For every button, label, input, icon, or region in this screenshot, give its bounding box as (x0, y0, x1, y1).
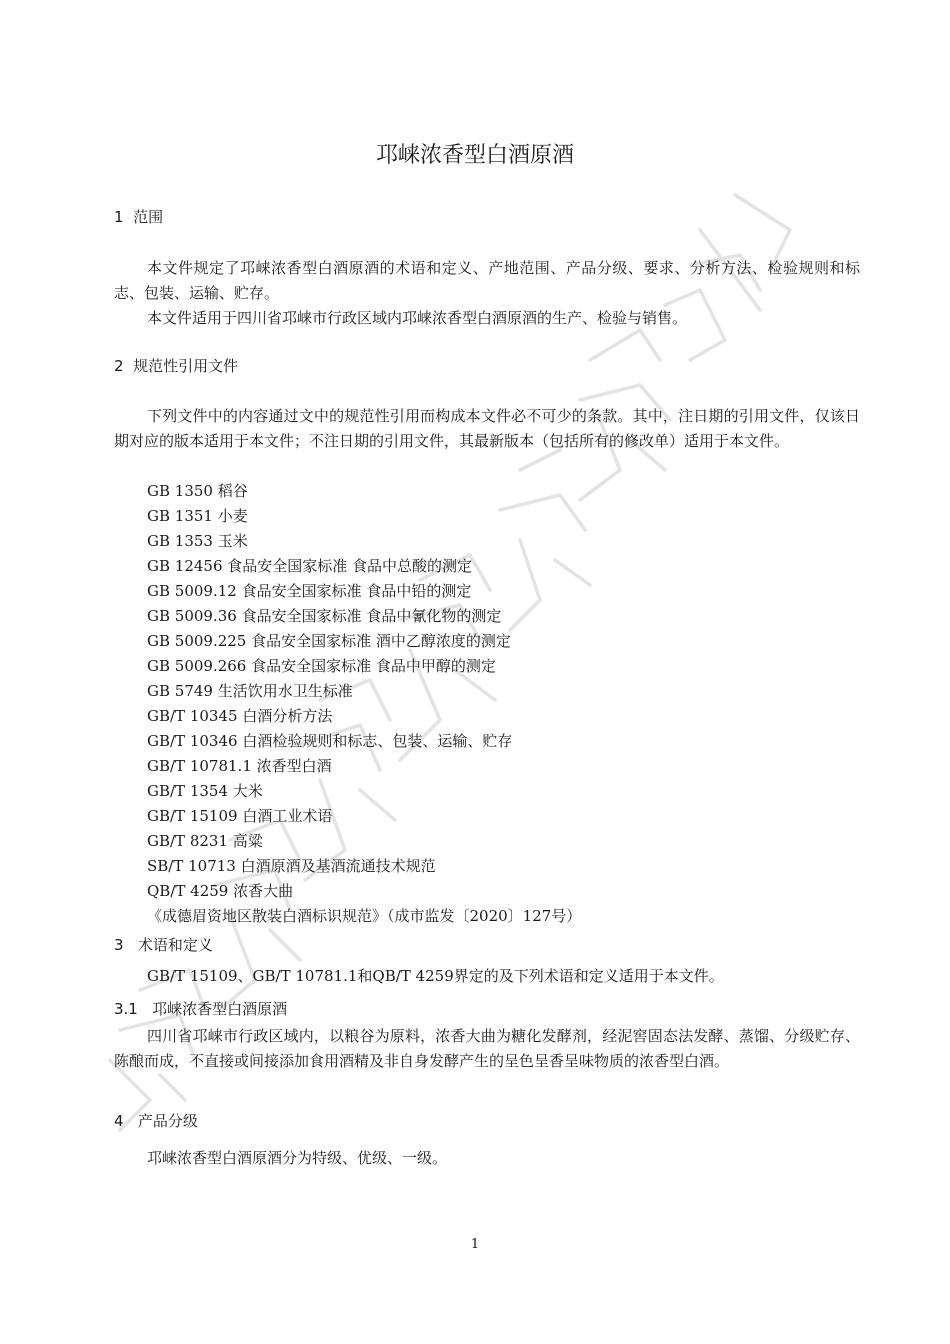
reference-item: SB/T 10713 白酒原酒及基酒流通技术规范 (147, 857, 436, 875)
section-4-heading (114, 1111, 198, 1131)
section-4-paragraph: 邛崃浓香型白酒原酒分为特级、优级、一级。 (147, 1149, 448, 1167)
section-3-heading (114, 935, 213, 955)
reference-item: GB/T 10781.1 浓香型白酒 (147, 757, 332, 775)
section-3-intro: GB/T 15109、GB/T 10781.1和QB/T 4259界定的及下列术语和定义适用于本文件。 (147, 967, 724, 985)
section-1-paragraph-1: 本文件规定了邛崃浓香型白酒原酒的术语和定义、产地范围、产品分级、要求、分析方法、检验规则和标志、包装、运输、贮存。 (114, 259, 860, 302)
reference-item: GB 1350 稻谷 (147, 482, 248, 500)
section-3-1-title: 邛崃浓香型白酒原酒 (152, 1000, 288, 1018)
reference-item: GB 5009.225 食品安全国家标准 酒中乙醇浓度的测定 (147, 632, 511, 650)
section-3-1-definition: 四川省邛崃市行政区域内，以粮谷为原料，浓香大曲为糖化发酵剂，经泥窖固态法发酵、蒸馏、分级贮存、陈酿而成，不直接或间接添加食用酒精及非自身发酵产生的呈色呈香呈味物质的浓香型白酒。 (114, 1027, 860, 1070)
section-1-heading (114, 207, 163, 227)
reference-item: GB/T 10345 白酒分析方法 (147, 707, 333, 725)
reference-item: GB 1353 玉米 (147, 532, 248, 550)
section-3-1-heading (114, 999, 287, 1019)
reference-item: GB/T 1354 大米 (147, 782, 263, 800)
reference-item: QB/T 4259 浓香大曲 (147, 882, 294, 900)
section-2-title: 规范性引用文件 (133, 357, 239, 375)
section-2-intro: 下列文件中的内容通过文中的规范性引用而构成本文件必不可少的条款。其中，注日期的引用文件，仅该日期对应的版本适用于本文件；不注日期的引用文件，其最新版本（包括所有的修改单）适用于本文件。 (114, 407, 860, 450)
reference-item: GB/T 10346 白酒检验规则和标志、包装、运输、贮存 (147, 732, 513, 750)
section-1-title: 范围 (133, 208, 164, 226)
section-1-number: 1 (114, 208, 124, 226)
reference-item: GB 5749 生活饮用水卫生标准 (147, 682, 353, 700)
section-3-number: 3 (114, 936, 124, 954)
reference-item: 《成德眉资地区散装白酒标识规范》（成市监发〔2020〕127号） (147, 907, 582, 925)
section-4-number: 4 (114, 1112, 124, 1130)
section-2-heading (114, 356, 238, 376)
reference-item: GB/T 8231 高粱 (147, 832, 263, 850)
page-number: 1 (470, 1237, 480, 1252)
section-4-title: 产品分级 (137, 1112, 198, 1130)
reference-item: GB 5009.266 食品安全国家标准 食品中甲醇的测定 (147, 657, 496, 675)
reference-item: GB 5009.36 食品安全国家标准 食品中氰化物的测定 (147, 607, 502, 625)
reference-item: GB/T 15109 白酒工业术语 (147, 807, 333, 825)
section-3-title: 术语和定义 (137, 936, 213, 954)
document-title: 邛崃浓香型白酒原酒 (375, 143, 574, 168)
reference-item: GB 5009.12 食品安全国家标准 食品中铅的测定 (147, 582, 472, 600)
reference-item: GB 1351 小麦 (147, 507, 248, 525)
section-1-paragraph-2: 本文件适用于四川省邛崃市行政区域内邛崃浓香型白酒原酒的生产、检验与销售。 (147, 309, 688, 327)
section-2-number: 2 (114, 357, 124, 375)
reference-item: GB 12456 食品安全国家标准 食品中总酸的测定 (147, 557, 473, 575)
section-3-1-number: 3.1 (114, 1000, 138, 1018)
